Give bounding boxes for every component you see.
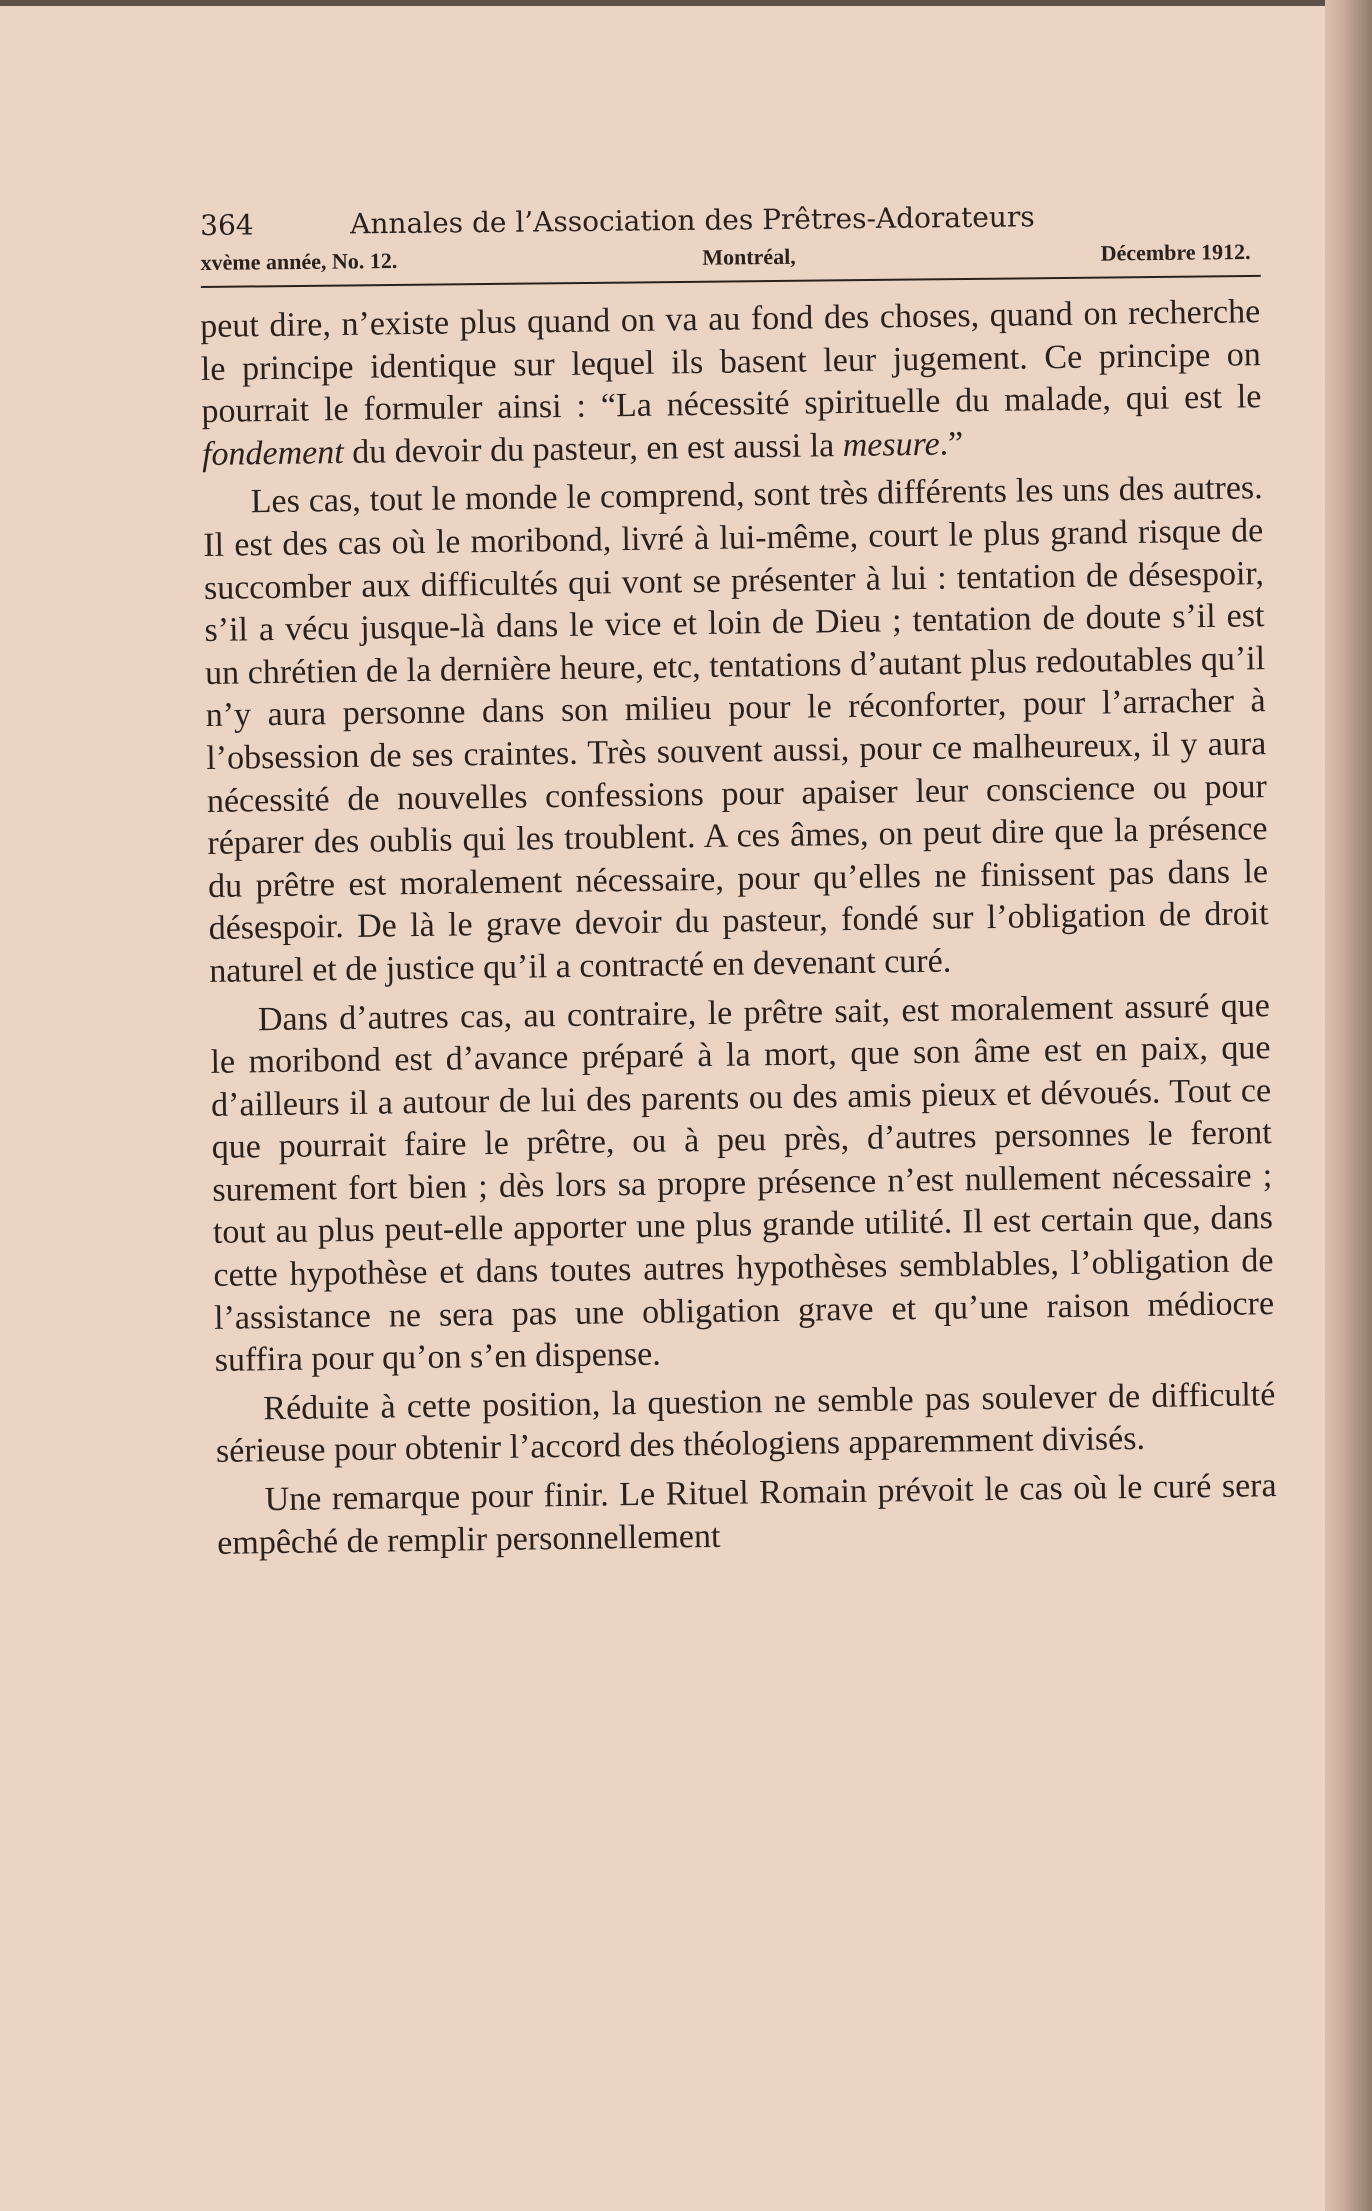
paragraph-4: Réduite à cette position, la question ne semble pas soulever de difficulté sérieuse pour obtenir l’accord des théologiens apparemment divisés. bbox=[215, 1375, 1276, 1471]
emphasis-mesure: mesure bbox=[842, 425, 940, 464]
page-number: 364 bbox=[200, 208, 254, 242]
paragraph-5: Une remarque pour finir. Le Rituel Romain prévoit le cas où le curé sera empêché de remplir personnellement bbox=[217, 1467, 1277, 1562]
page-edge bbox=[1325, 0, 1372, 2211]
emphasis-fondement: fondement bbox=[201, 433, 344, 473]
place: Montréal, bbox=[702, 243, 796, 270]
paragraph-1: peut dire, n’existe plus quand on va au fond des choses, quand on recherche le principe identique sur lequel ils basent leur jugement. Ce principe on pourrait le formuler ainsi : “La nécessité spirituelle du malade, qui est le fondement du devoir du pasteur, en est aussi la mesure.” bbox=[200, 293, 1262, 473]
paragraph-2: Les cas, tout le monde le comprend, sont très différents les uns des autres. Il est des cas où le moribond, livré à lui-même, court le plus grand risque de succomber aux difficultés qui vont se présenter à lui : tentation de désespoir, s’il a vécu jusque-là dans le vice et loin de Dieu ; tentation de doute s’il est un chrétien de la dernière heure, etc, tentations d’autant plus redoutables qu’il n’y aura personne dans son milieu pour le réconforter, pour l’arracher à l’obsession de ses craintes. Très souvent aussi, pour ce malheureux, il y aura nécessité de nouvelles confessions pour apaiser leur conscience ou pour réparer des oublis qui les troublent. A ces âmes, on peut dire que la présence du prêtre est moralement nécessaire, pour qu’elles ne finissent pas dans le désespoir. De là le grave devoir du pasteur, fondé sur l’obligation de droit naturel et de justice qu’il a contracté en devenant curé. bbox=[203, 469, 1269, 990]
paragraph-3: Dans d’autres cas, au contraire, le prêtre sait, est moralement assuré que le moribond est d’avance préparé à la mort, que son âme est en paix, que d’ailleurs il a autour de lui des parents ou des amis pieux et dévoués. Tout ce que pourrait faire le prêtre, ou à peu près, d’autres personnes le feront surement fort bien ; dès lors sa propre présence n’est nullement nécessaire ; tout au plus peut-elle apporter une plus grande utilité. Il est certain que, dans cette hypothèse et dans toutes autres hypothèses semblables, l’obligation de l’assistance ne sera pas une obligation grave et qu’une raison médiocre suffira pour qu’on s’en dispense. bbox=[210, 986, 1275, 1380]
volume-info: xvème année, No. 12. bbox=[200, 247, 398, 275]
body-text bbox=[200, 291, 1277, 1565]
running-header bbox=[200, 195, 1261, 288]
running-title: Annales de l’Association des Prêtres-Adorateurs bbox=[350, 200, 1035, 241]
issue-date: Décembre 1912. bbox=[1100, 239, 1251, 266]
